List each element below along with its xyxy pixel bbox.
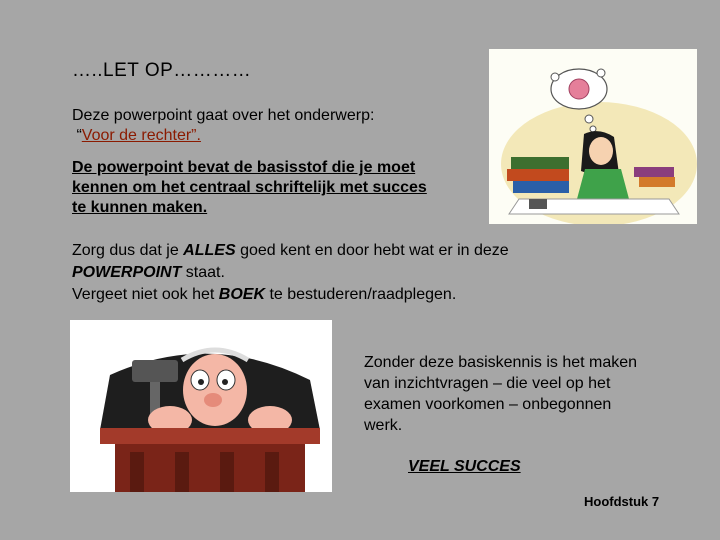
emphasis-powerpoint: POWERPOINT [72,264,182,281]
text-run: Vergeet niet ook het [72,286,219,303]
quote-mark: “ [76,127,82,144]
intro-text [72,106,374,146]
warning-line: van inzichtvragen – die veel op het [364,375,611,392]
instructions-line [72,262,632,284]
emphasis-alles: ALLES [183,242,236,259]
basis-text [72,158,492,218]
slide-title: …..LET OP………… [72,60,252,81]
intro-line: Deze powerpoint gaat over het onderwerp: [72,107,375,124]
text-run: goed kent en door hebt wat er in deze [235,242,509,259]
basis-line: te kunnen maken. [72,199,208,216]
succes-text: VEEL SUCCES [408,458,521,475]
studying-girl-svg [489,49,697,224]
instructions-text [72,240,632,306]
instructions-line [72,240,632,262]
judge-illustration [70,320,332,492]
warning-line: examen voorkomen – onbegonnen [364,396,612,413]
instructions-line [72,284,632,306]
text-run: te bestuderen/raadplegen. [265,286,457,303]
warning-line: Zonder deze basiskennis is het maken [364,354,638,371]
basis-line: De powerpoint bevat de basisstof die je moet [72,159,416,176]
topic-text: Voor de rechter”. [81,127,201,144]
judge-svg [70,320,332,492]
chapter-label: Hoofdstuk 7 [584,494,660,509]
emphasis-boek: BOEK [218,286,266,303]
warning-text [364,352,684,436]
warning-line: werk. [364,417,403,434]
text-run: Zorg dus dat je [72,242,184,259]
basis-line: kennen om het centraal schriftelijk met succes [72,179,427,196]
intro-topic-line [72,126,374,146]
text-run: staat. [181,264,225,281]
studying-girl-illustration [489,49,697,224]
